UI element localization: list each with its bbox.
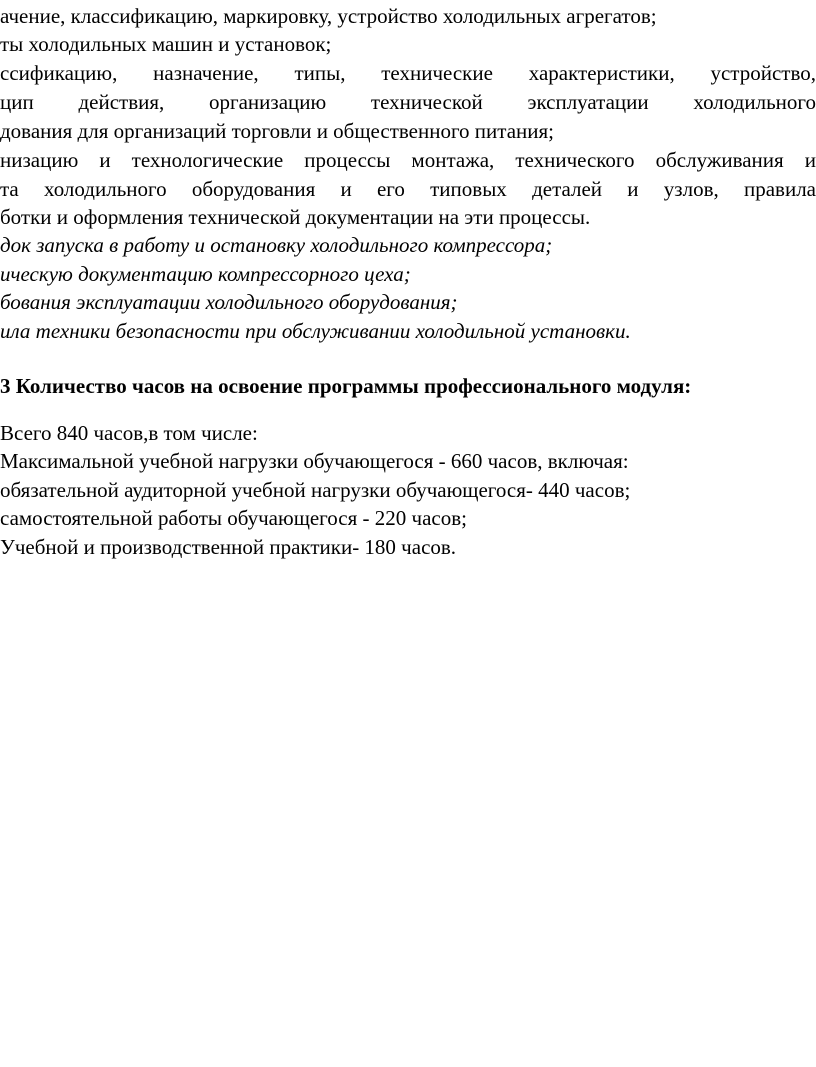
- requirement-line: ты холодильных машин и установок;: [0, 32, 332, 56]
- hours-item: Всего 840 часов,в том числе:: [0, 421, 258, 445]
- requirement-line: ботки и оформления технической документации на эти процессы.: [0, 205, 591, 229]
- hours-item: обязательной аудиторной учебной нагрузки обучающегося- 440 часов;: [0, 478, 631, 502]
- requirement-line: дования для организаций торговли и общественного питания;: [0, 119, 555, 143]
- hours-item: Максимальной учебной нагрузки обучающегося - 660 часов, включая:: [0, 449, 629, 473]
- requirement-line: ссификацию, назначение, типы, технические характеристики, устройство,: [0, 61, 816, 85]
- hours-item: самостоятельной работы обучающегося - 220 часов;: [0, 506, 467, 530]
- section-heading: 3 Количество часов на освоение программы профессионального модуля:: [0, 374, 692, 398]
- requirement-line: та холодильного оборудования и его типовых деталей и узлов, правила: [0, 177, 816, 201]
- skill-line: бования эксплуатации холодильного оборудования;: [0, 290, 458, 314]
- requirement-line: низацию и технологические процессы монтажа, технического обслуживания и: [0, 148, 816, 172]
- skill-line: док запуска в работу и остановку холодильного компрессора;: [0, 233, 553, 257]
- hours-item: Учебной и производственной практики- 180 часов.: [0, 535, 457, 559]
- skill-line: ила техники безопасности при обслуживании холодильной установки.: [0, 319, 631, 343]
- skill-line: ическую документацию компрессорного цеха;: [0, 262, 411, 286]
- requirement-line: цип действия, организацию технической эксплуатации холодильного: [0, 90, 816, 114]
- requirement-line: ачение, классификацию, маркировку, устройство холодильных агрегатов;: [0, 4, 657, 28]
